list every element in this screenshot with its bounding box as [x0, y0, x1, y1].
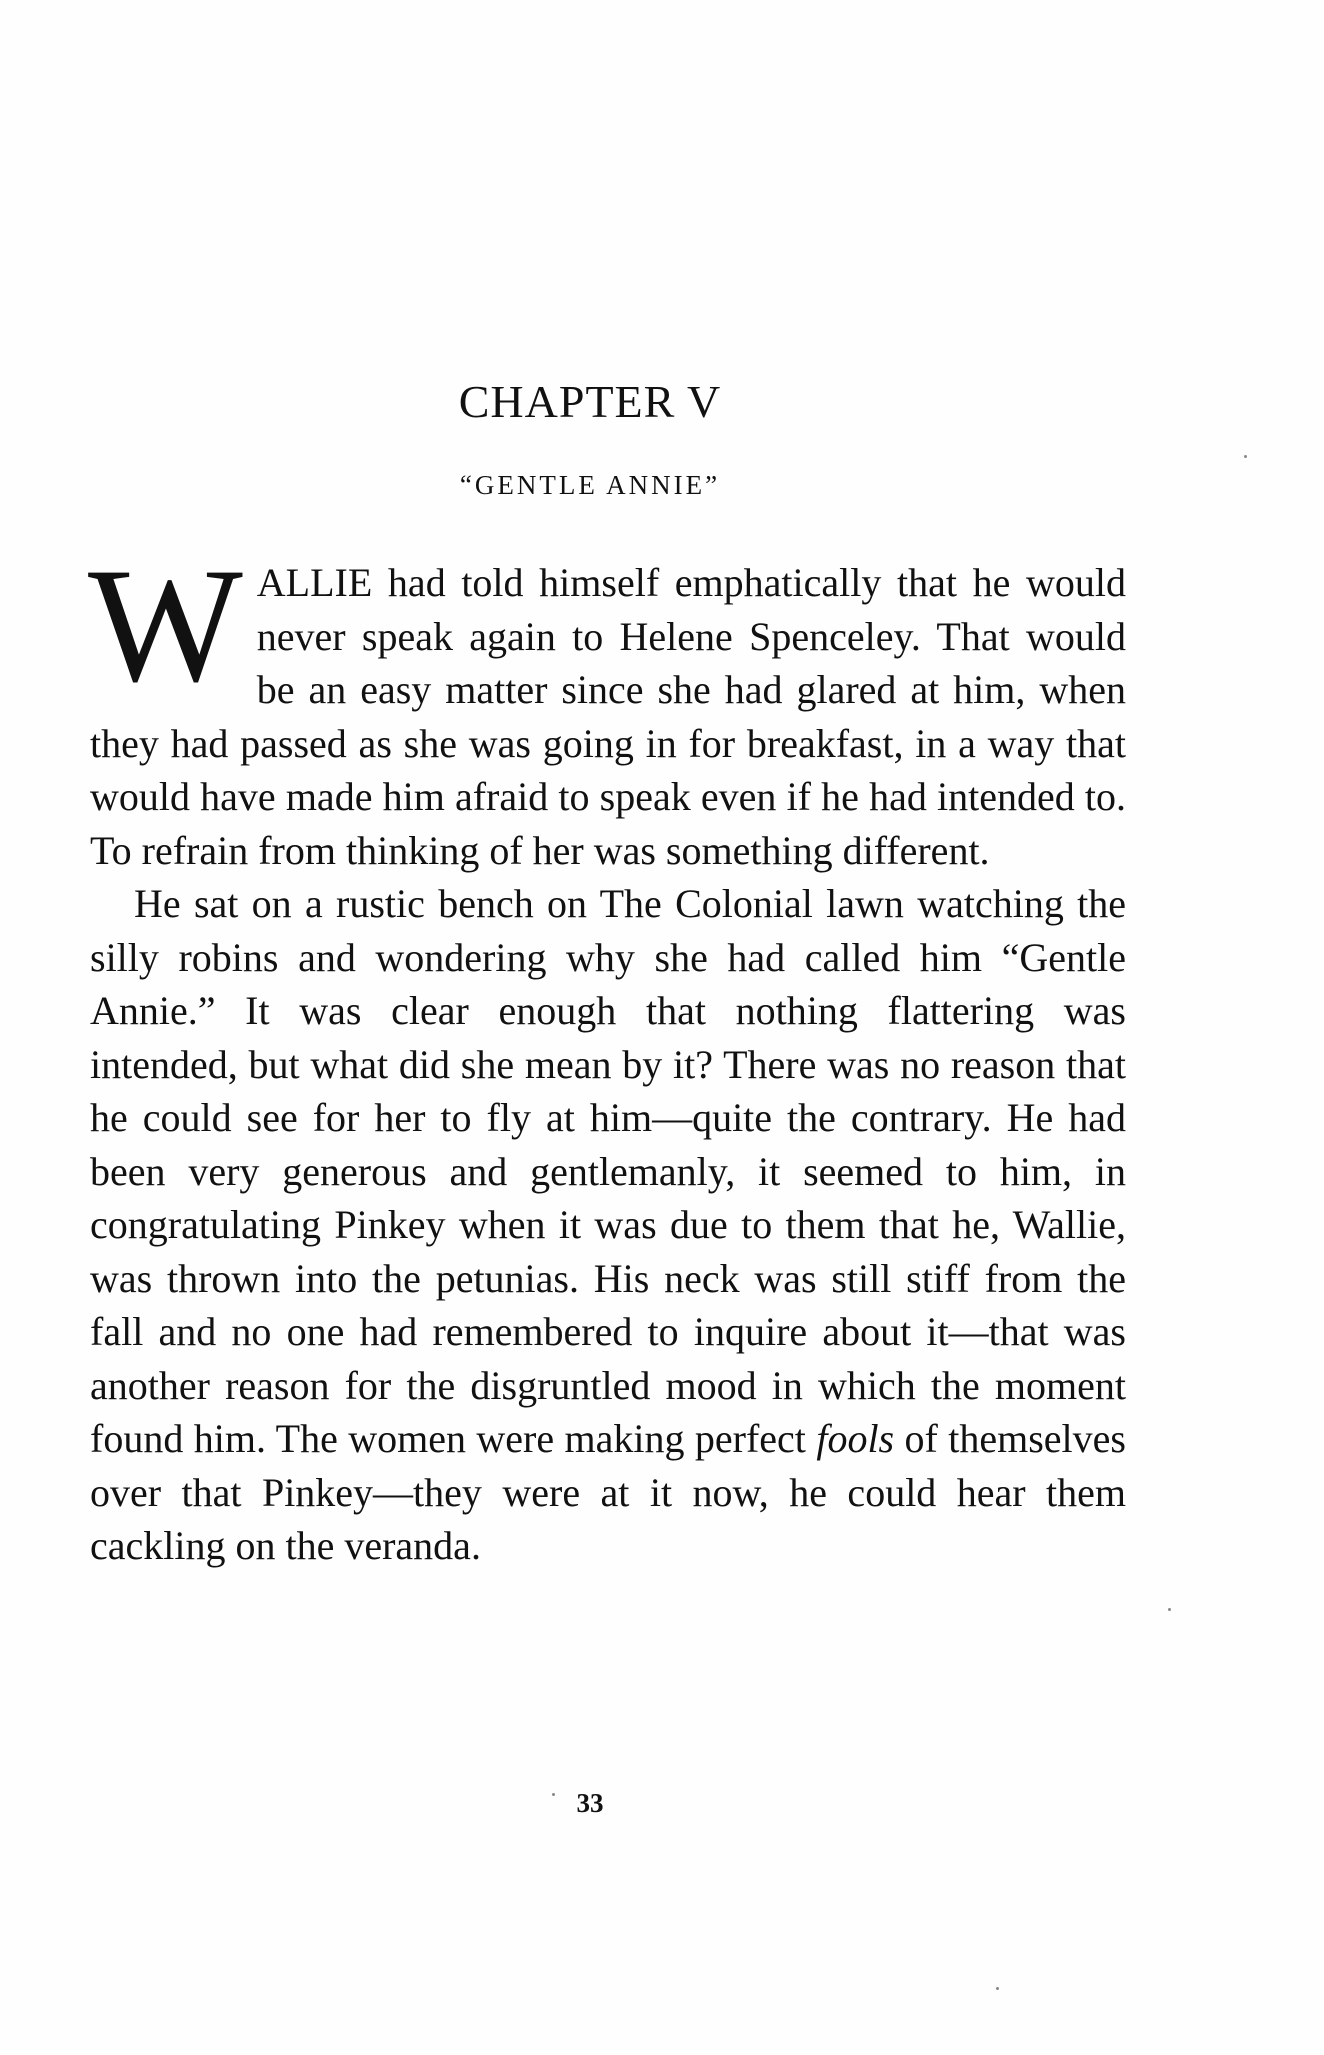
page-number: 33: [576, 1788, 604, 1818]
paragraph-1: [88, 535, 1126, 877]
paper-speck: [1168, 1608, 1171, 1611]
paragraph-2-text-end: of themselves over that Pinkey—they were at it now, he could hear them cackling on the veranda.: [90, 1416, 1126, 1568]
emphasized-word: fools: [816, 1416, 895, 1461]
paper-speck: [552, 1793, 555, 1796]
chapter-body: [88, 535, 1126, 1573]
paragraph-2-text: He sat on a rustic bench on The Colonial lawn watching the silly robins and wondering why she had called him “Gentle Annie.” It was clear enough that nothing flattering was intended, but what did she mean by it? There was no reason that he could see for her to fly at him—quite the contrary. He had been very generous and gentlemanly, it seemed to him, in congratulating Pinkey when it was due to them that he, Wallie, was thrown into the petunias. His neck was still stiff from the fall and no one had remembered to inquire about it—that was another reason for the disgruntled mood in which the moment found him. The women were making perfect: [90, 881, 1126, 1461]
drop-cap-letter: W: [88, 535, 243, 716]
chapter-subtitle: “GENTLE ANNIE”: [459, 470, 721, 500]
paragraph-2: [90, 877, 1126, 1573]
paper-speck: [996, 1987, 999, 1990]
chapter-title: CHAPTER V: [458, 376, 722, 427]
paper-speck: [1244, 455, 1247, 458]
paragraph-1-text: ALLIE had told himself emphatically that he would never speak again to Helene Spenceley. That would be an easy matter since she had glared at him, when they had passed as she was going in for breakfast, in a way that would have made him afraid to speak even if he had intended to. To refrain from thinking of her was something different.: [90, 560, 1126, 873]
